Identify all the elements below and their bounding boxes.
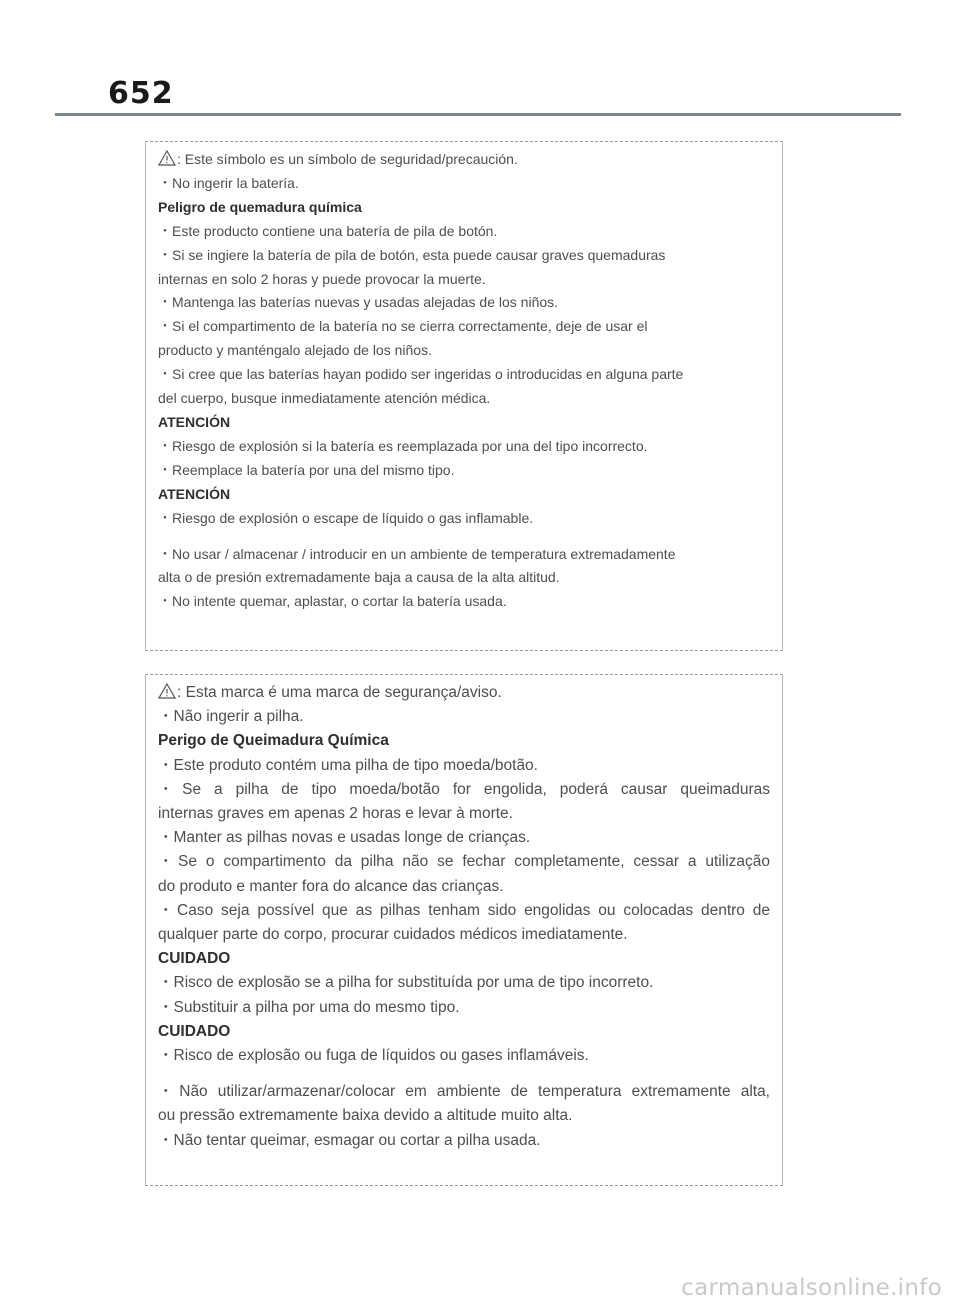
spanish-warning-box [145, 141, 783, 651]
warning-line-text: alta o de presión extremadamente baja a causa de la alta altitud. [158, 569, 560, 586]
warning-line [158, 1080, 770, 1104]
warning-line-text: Perigo de Queimadura Química [158, 732, 389, 750]
warning-line-text: ATENCIÓN [158, 485, 231, 502]
warning-line [158, 705, 770, 729]
header-divider [55, 113, 901, 116]
warning-line-text: ・Riesgo de explosión o escape de líquido o gas inflamable. [158, 509, 534, 526]
warning-line-text: ・Este produto contém uma pilha de tipo moeda/botão. [158, 756, 538, 774]
warning-line-text: ・Não utilizar/armazenar/colocar em ambiente de temperatura extremamente alta, [158, 1083, 770, 1101]
warning-line-text: ・No intente quemar, aplastar, o cortar la batería usada. [158, 593, 507, 610]
warning-line-text: do produto e manter fora do alcance das crianças. [158, 877, 504, 895]
warning-line-text: ・Não tentar queimar, esmagar ou cortar a pilha usada. [158, 1131, 541, 1149]
section-heading [158, 1020, 770, 1044]
warning-line-text: ou pressão extremamente baixa devido a altitude muito alta. [158, 1107, 573, 1125]
warning-line-text: ・Se o compartimento da pilha não se fechar completamente, cessar a utilização [158, 853, 770, 871]
warning-line [158, 778, 770, 802]
warning-line [158, 363, 770, 387]
section-heading [158, 947, 770, 971]
warning-line [158, 996, 770, 1020]
warning-line-text: ・Risco de explosão ou fuga de líquidos ou gases inflamáveis. [158, 1047, 589, 1065]
warning-triangle-icon [158, 683, 176, 699]
warning-line [158, 899, 770, 923]
section-heading [158, 483, 770, 507]
section-heading [158, 729, 770, 753]
warning-line-text: ・Risco de explosão se a pilha for substituída por uma de tipo incorreto. [158, 974, 654, 992]
warning-line-text: ・Se a pilha de tipo moeda/botão for engolida, poderá causar queimaduras [158, 780, 770, 798]
warning-line [158, 172, 770, 196]
watermark: carmanualsonline.info [681, 1275, 942, 1301]
warning-line [158, 802, 770, 826]
warning-line-text: : Este símbolo es un símbolo de seguridad/precaución. [177, 151, 518, 167]
warning-line-text: ・Substituir a pilha por uma do mesmo tipo. [158, 998, 460, 1016]
warning-line-text: CUIDADO [158, 1022, 231, 1040]
warning-line-text: ・Si cree que las baterías hayan podido ser ingeridas o introducidas en alguna parte [158, 366, 684, 383]
section-heading [158, 411, 770, 435]
warning-line [158, 148, 770, 172]
warning-line [158, 268, 770, 292]
warning-line-text: ・Riesgo de explosión si la batería es reemplazada por una del tipo incorrecto. [158, 437, 648, 454]
warning-line-text: del cuerpo, busque inmediatamente atención médica. [158, 390, 491, 407]
warning-line [158, 1129, 770, 1153]
warning-triangle-icon [158, 150, 176, 166]
warning-line [158, 435, 770, 459]
warning-line-text: ATENCIÓN [158, 413, 231, 430]
warning-line [158, 459, 770, 483]
warning-line [158, 754, 770, 778]
warning-line-text: internas graves em apenas 2 horas e levar à morte. [158, 805, 513, 823]
warning-line [158, 850, 770, 874]
warning-line-text: ・Manter as pilhas novas e usadas longe de crianças. [158, 829, 531, 847]
warning-line [158, 923, 770, 947]
warning-line [158, 971, 770, 995]
warning-line-text: ・Si el compartimento de la batería no se cierra correctamente, deje de usar el [158, 318, 648, 335]
warning-line-text: internas en solo 2 horas y puede provocar la muerte. [158, 270, 486, 287]
warning-line-text: ・Si se ingiere la batería de pila de botón, esta puede causar graves quemaduras [158, 246, 666, 263]
page-number: 652 [108, 76, 174, 111]
warning-line [158, 1044, 770, 1068]
warning-line-text: ・Reemplace la batería por una del mismo tipo. [158, 461, 455, 478]
warning-line-text: ・Caso seja possível que as pilhas tenham sido engolidas ou colocadas dentro de [158, 901, 770, 919]
warning-line-text: producto y manténgalo alejado de los niños. [158, 342, 432, 359]
warning-line [158, 291, 770, 315]
warning-line-text: : Esta marca é uma marca de segurança/aviso. [177, 684, 502, 701]
warning-line-text: ・Não ingerir a pilha. [158, 708, 304, 726]
warning-line-text: Peligro de quemadura química [158, 198, 362, 215]
section-heading [158, 196, 770, 220]
warning-line [158, 387, 770, 411]
warning-line [158, 244, 770, 268]
warning-line [158, 875, 770, 899]
warning-line [158, 507, 770, 531]
warning-line [158, 543, 770, 567]
warning-line [158, 339, 770, 363]
warning-line [158, 220, 770, 244]
warning-line-text: ・Este producto contiene una batería de pila de botón. [158, 222, 498, 239]
warning-line-text: ・No ingerir la batería. [158, 174, 299, 191]
warning-line [158, 566, 770, 590]
warning-line-text: CUIDADO [158, 950, 231, 968]
warning-line [158, 1104, 770, 1128]
warning-line [158, 315, 770, 339]
warning-line [158, 826, 770, 850]
warning-line-text: qualquer parte do corpo, procurar cuidados médicos imediatamente. [158, 926, 628, 944]
portuguese-warning-box [145, 674, 783, 1186]
warning-line-text: ・No usar / almacenar / introducir en un ambiente de temperatura extremadamente [158, 545, 676, 562]
warning-line [158, 681, 770, 705]
warning-line [158, 590, 770, 614]
warning-line-text: ・Mantenga las baterías nuevas y usadas alejadas de los niños. [158, 294, 559, 311]
